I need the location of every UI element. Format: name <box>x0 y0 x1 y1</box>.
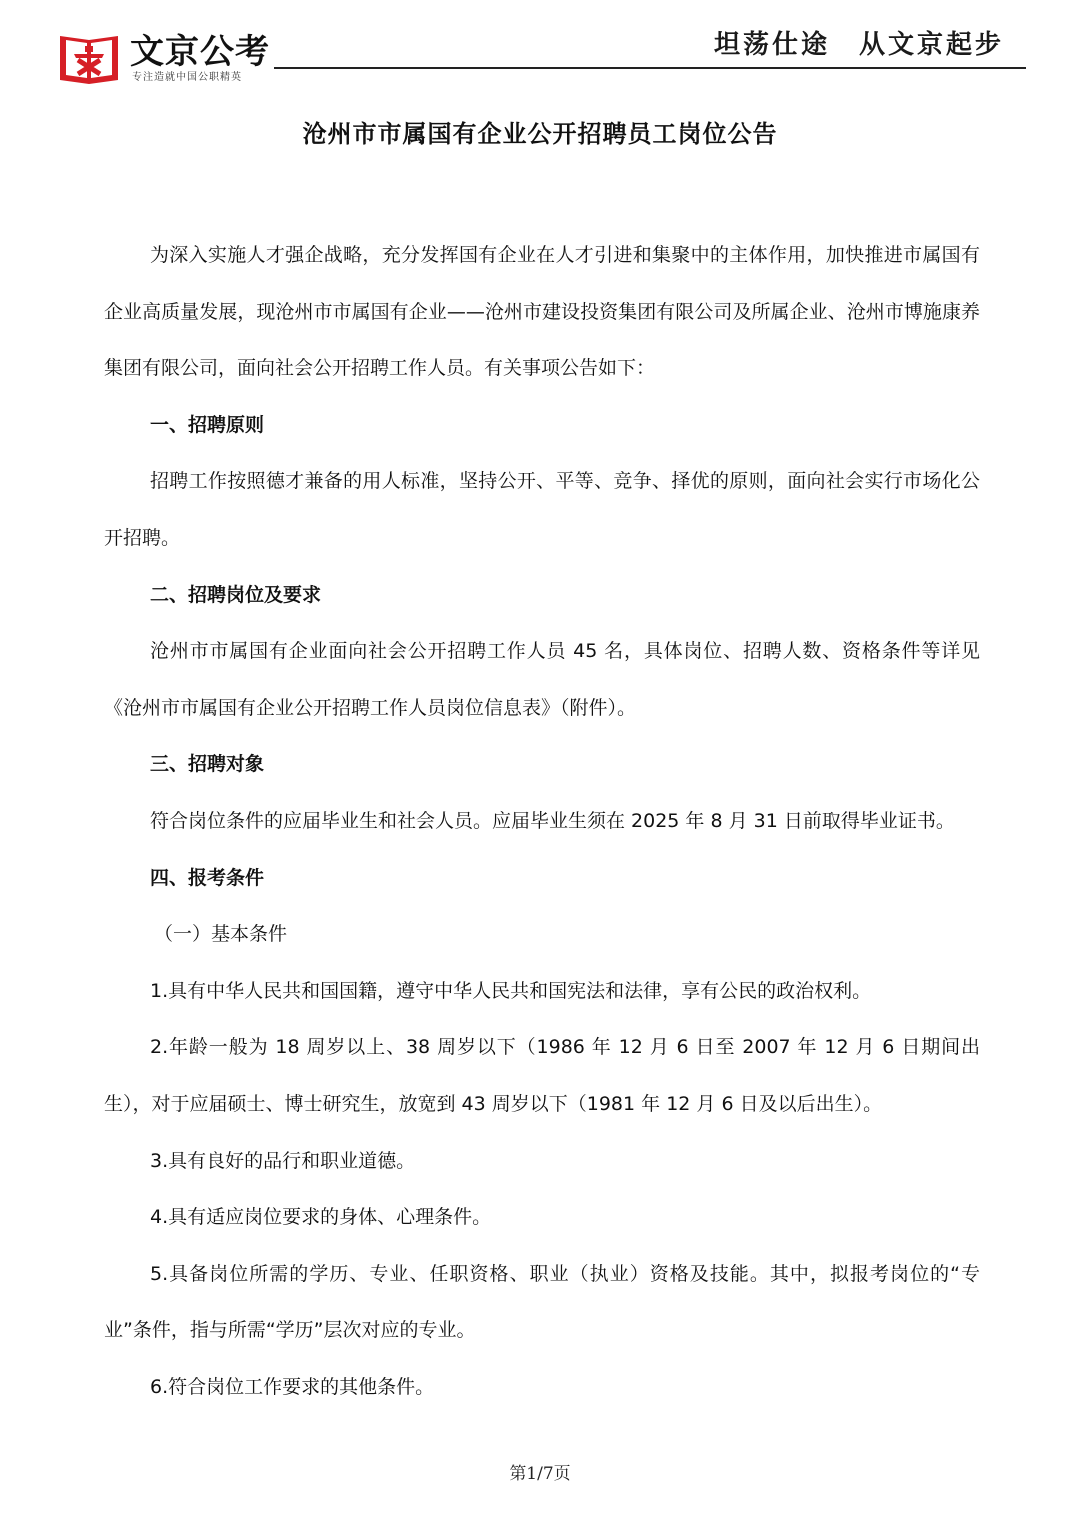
condition-item: 3.具有良好的品行和职业道德。 <box>150 1149 416 1172</box>
header-divider <box>274 67 1026 69</box>
section-heading-conditions: 四、报考条件 <box>150 866 265 889</box>
page-number: 第1/7页 <box>509 1464 571 1484</box>
section-heading-principles: 一、招聘原则 <box>150 413 265 436</box>
condition-item: 2.年龄一般为 18 周岁以上、38 周岁以下（1986 年 12 月 6 日至 2007 年 12 月 6 日期间出生），对于应届硕士、博士研究生，放宽到 43 周岁以下（1981 年 12 月 6 日及以后出生）。 <box>104 1036 980 1115</box>
document-body <box>104 227 980 1415</box>
logo-book-icon <box>56 30 122 84</box>
condition-item: 1.具有中华人民共和国国籍，遵守中华人民共和国宪法和法律，享有公民的政治权利。 <box>150 979 872 1002</box>
positions-paragraph: 沧州市市属国有企业面向社会公开招聘工作人员 45 名，具体岗位、招聘人数、资格条件等详见《沧州市市属国有企业公开招聘工作人员岗位信息表》（附件）。 <box>104 640 980 719</box>
condition-item: 4.具有适应岗位要求的身体、心理条件。 <box>150 1206 492 1229</box>
logo-name: 文京公考 <box>130 32 270 72</box>
page-header <box>0 0 1080 90</box>
document-title: 沧州市市属国有企业公开招聘员工岗位公告 <box>302 120 778 148</box>
condition-item: 5.具备岗位所需的学历、专业、任职资格、职业（执业）资格及技能。其中，拟报考岗位的“专业”条件，指与所需“学历”层次对应的专业。 <box>104 1262 980 1342</box>
section-heading-targets: 三、招聘对象 <box>150 753 265 776</box>
brand-logo <box>56 30 286 86</box>
intro-paragraph: 为深入实施人才强企战略，充分发挥国有企业在人才引进和集聚中的主体作用，加快推进市属国有企业高质量发展，现沧州市市属国有企业——沧州市建设投资集团有限公司及所属企业、沧州市博施康养集团有限公司，面向社会公开招聘工作人员。有关事项公告如下： <box>104 244 980 380</box>
header-slogan: 坦荡仕途 从文京起步 <box>713 30 1004 60</box>
targets-paragraph: 符合岗位条件的应届毕业生和社会人员。应届毕业生须在 2025 年 8 月 31 日前取得毕业证书。 <box>150 809 955 832</box>
section-heading-positions: 二、招聘岗位及要求 <box>150 583 322 606</box>
subsection-basic-conditions: （一）基本条件 <box>154 923 288 946</box>
principles-paragraph: 招聘工作按照德才兼备的用人标准，坚持公开、平等、竞争、择优的原则，面向社会实行市场化公开招聘。 <box>104 470 980 549</box>
condition-item: 6.符合岗位工作要求的其他条件。 <box>150 1375 435 1398</box>
logo-tagline: 专注造就中国公职精英 <box>132 72 242 83</box>
